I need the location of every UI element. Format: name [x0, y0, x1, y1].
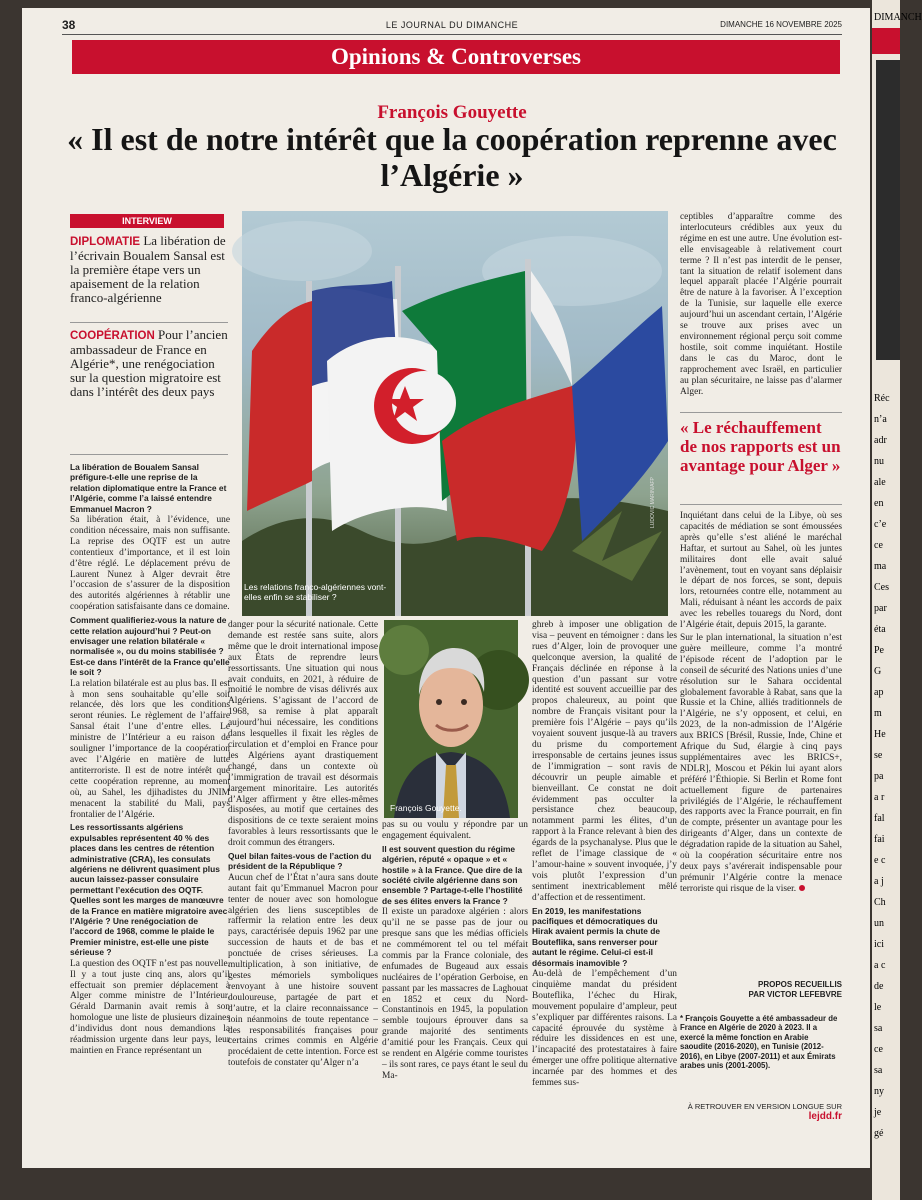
lead-text: La libération de l’écrivain Boualem Sansal est la première étape vers un apaisement de la relation franco-algérienne [70, 233, 226, 305]
next-page-text: se [874, 750, 883, 761]
answer-paragraph: Il existe un paradoxe algérien : alors qu’il ne se passe pas de jour ou presque sans que les médias officiels ne commémorent tel ou tel méfait commis par la France coloniale, des enfumades de Bugeaud aux essais nucléaires de l’opération Gerboise, en passant par les massacres de Laghouat en 1852 et ceux du Nord-Constantinois en 1945, la population semble toujours éprouver dans sa grande majorité des sentiments d’amitié pour les Français. Ceux qui se rendent en Algérie comme touristes – ils sont rares, ce pays étant le seul du Ma- [382, 907, 528, 1081]
next-page-text: ce [874, 1044, 883, 1055]
next-page-text: ale [874, 477, 886, 488]
answer-paragraph: Sur le plan international, la situation n’est guère meilleure, comme l’a montré l’épisode récent de l’adoption par le conseil de sécurité des Nations unies d’une résolution sur le Sahara occidental globalement favorable à Rabat, sans que la Russie et la Chine, alliés traditionnels de l’Algérie, ne s’y opposent, et celui, en 2023, de la non-admission de l’Algérie aux BRICS [Brésil, Russie, Inde, Chine et Afrique du Sud, élargie à cinq pays supplémentaires avec les BRICS+, NDLR], Moscou et Pékin lui ayant alors préféré l’Éthiopie. Si Berlin et Rome font actuellement figure de partenaires privilégiés de l’Algérie, le réchauffement des rapports avec la France pourrait, en fin de compte, présenter un avantage pour les dirigeants d’Alger, dans un contexte de dégradation rapide de la situation au Sahel, où la coopération sécuritaire entre nos deux pays s’avérerait indispensable pour prémunir l’Algérie contre la menace terroriste qui risque de la viser. [680, 632, 842, 894]
interview-tag: INTERVIEW [70, 214, 224, 228]
signature-line-2: PAR VICTOR LEFEBVRE [748, 990, 842, 999]
page-number: 38 [62, 18, 76, 32]
next-page-text: a j [874, 876, 884, 887]
next-page-text: Réc [874, 393, 890, 404]
interview-question: Comment qualifieriez-vous la nature de cette relation aujourd’hui ? Peut-on envisager une relation bilatérale « normalisée », ou du moins stabilisée ? Est-ce dans l’intérêt de la France qu’elle le soit ? [70, 615, 230, 678]
column-1 [70, 460, 230, 1110]
next-page-text: fai [874, 834, 885, 845]
lead-divider [70, 454, 228, 455]
column-4 [532, 620, 677, 1110]
next-page-text: c’e [874, 519, 887, 530]
next-page-text: pa [874, 771, 884, 782]
next-page-text: nu [874, 456, 884, 467]
next-page-text: fal [874, 813, 885, 824]
lead-divider [70, 322, 228, 323]
lead-diplomatie [70, 234, 228, 305]
answer-paragraph: Inquiétant dans celui de la Libye, où ses capacités de médiation se sont émoussées après qu’elle s’est aliéné le maréchal Haftar, et surtout au Sahel, où les juntes militaires dont elle avait salué l’avènement, tout en voyant sans déplaisir le départ de nos forces, se sont, depuis lors, retournées contre elle, notamment au Mali, réduisant à néant les accords de paix avec les rebelles touaregs du Nord, dont l’Algérie était, depuis 2015, la garante. [680, 511, 842, 631]
next-page-text: G [874, 666, 882, 677]
next-page-text: n’a [874, 414, 887, 425]
site-link[interactable]: lejdd.fr [808, 1111, 842, 1122]
photo-caption: Les relations franco-algériennes vont-elles enfin se stabiliser ? [244, 582, 387, 602]
next-page-text: m [874, 708, 882, 719]
next-page-edge [872, 0, 922, 1200]
next-page-text: en [874, 498, 884, 509]
headline: « Il est de notre intérêt que la coopération reprenne avec l’Algérie » [67, 121, 837, 193]
answer-paragraph: ceptibles d’apparaître comme des interlocuteurs crédibles aux yeux du régime en est une autre. Une évolution est-elle envisageable à relativement court terme ? Il n’est pas interdit de le penser, tant la situation de relatif isolement dans lequel apparaît placée l’Algérie pourrait être de nature à la favoriser. À l’exception de la Tunisie, sur laquelle elle exerce aujourd’hui un ascendant certain, l’Algérie se trouve aux prises avec un environnement régional perçu soit comme hostile, soit comme inquiétant. Hostile dans le cas du Maroc, dont le rapprochement avec Israël, en particulier au plan sécuritaire, ne laisse pas d’alarmer Alger. [680, 212, 842, 397]
column-2 [228, 620, 378, 1100]
journal-name: LE JOURNAL DU DIMANCHE [385, 20, 519, 30]
lead-text: Pour l’ancien ambassadeur de France en Algérie*, une renégociation sur la question migratoire est dans l’intérêt des deux pays [70, 327, 228, 399]
next-page-text: Ces [874, 582, 889, 593]
flags-photo [242, 211, 668, 616]
author-bio: * François Gouyette a été ambassadeur de France en Algérie de 2020 à 2023. Il a exercé la même fonction en Arabie saoudite (2016-2020), en Tunisie (2012-2016), en Libye (2007-2011) et aux Émirats arabes unis (2001-2005). [680, 1014, 838, 1071]
interview-question: En 2019, les manifestations pacifiques et démocratiques du Hirak avaient permis la chute de Bouteflika, sans renverser pour autant le régime. Celui-ci est-il désormais inamovible ? [532, 905, 661, 968]
flags-illustration [242, 211, 668, 616]
answer-paragraph: Sa libération était, à l’évidence, une condition nécessaire, mais non suffisante. La reprise des OQTF est un autre contentieux d’importance, et il est loin d’être réglé. Le déplacement prévu de Laurent Nunez à Alger devrait être l’occasion de s’assurer de la disposition des autorités algériennes à rétablir une coopération satisfaisante dans ce domaine. [70, 515, 230, 613]
signature-line-1: PROPOS RECUEILLIS [757, 980, 842, 989]
lead-cooperation [70, 328, 228, 399]
answer-paragraph: Aucun chef de l’État n’aura sans doute autant fait qu’Emmanuel Macron pour tenter de nouer avec son homologue algérien des liens susceptibles de raffermir la relation entre les deux pays, caractérisée depuis 1962 par une succession de hauts et de bas et ponctuée de crises sérieuses. La multiplication, à son initiative, de gestes mémoriels symboliques renvoyant à une histoire souvent douloureuse, partagée de part et d’autre, et la claire reconnaissance – loin néanmoins de toute repentance – des responsabilités françaises pour certains crimes commis en Algérie procédaient de cette intention. Force est toutefois de constater qu’Alger n’a [228, 872, 378, 1069]
read-more [642, 1102, 842, 1122]
photo-credit: LUDOVIC MARIN/AFP [650, 477, 656, 528]
next-page-text: ici [874, 939, 884, 950]
next-page-text: He [874, 729, 886, 740]
signature [680, 980, 842, 1000]
end-mark [799, 885, 805, 891]
next-page-text: a c [874, 960, 886, 971]
next-page-text: éta [874, 624, 886, 635]
next-page-text: Ch [874, 897, 886, 908]
next-page-text: le [874, 1002, 882, 1013]
next-page-text: Pe [874, 645, 884, 656]
next-page-text: sa [874, 1023, 883, 1034]
next-page-text: gé [874, 1128, 884, 1139]
issue-date: DIMANCHE 16 NOVEMBRE 2025 [720, 20, 842, 29]
next-page-text: de [874, 981, 884, 992]
interview-question: Quel bilan faites-vous de l’action du président de la République ? [228, 851, 372, 872]
next-page-text: ce [874, 540, 883, 551]
next-page-text: adr [874, 435, 887, 446]
pullquote-rule [680, 412, 842, 413]
lead-keyword: COOPÉRATION [70, 330, 155, 342]
answer-paragraph: Au-delà de l’empêchement d’un cinquième mandat du président Bouteflika, l’échec du Hirak, mouvement populaire d’ampleur, peut s’expliquer par différentes raisons. La capacité éprouvée du système à réduire les dissidences en est une, l’incapacité des protestataires à faire émerger une offre politique alternative incarnée par des hommes et des femmes sus- [532, 969, 677, 1089]
newspaper-page [22, 8, 870, 1168]
section-title: Opinions & Controverses [72, 40, 840, 74]
header-rule [62, 34, 842, 35]
answer-paragraph: pas su ou voulu y répondre par un engagement équivalent. [382, 820, 528, 841]
interview-question: La libération de Boualem Sansal préfigure-t-elle une reprise de la relation diplomatique entre la France et l’Algérie, comme l’a laissé entendre Emmanuel Macron ? [70, 462, 227, 514]
next-page-text: sa [874, 1065, 883, 1076]
next-page-text: je [874, 1107, 882, 1118]
next-page-text: ny [874, 1086, 884, 1097]
answer-paragraph: danger pour la sécurité nationale. Cette demande est restée sans suite, alors même que le droit international impose aux États de reprendre leurs ressortissants. Une situation qui nous avait conduits, en 2021, à réduire de moitié le nombre de visas délivrés aux Algériens. S’agissant de l’accord de 1968, sa remise à plat apparaît aujourd’hui nécessaire, les conditions dans lesquelles il fixait les règles de circulation et d’emploi en France pour les Algériens ayant drastiquement changé, dans un contexte où l’immigration de travail est désormais largement minoritaire. Les autorités d’Alger affirment y être elles-mêmes disposées, au motif que certaines des dispositions de ce texte seraient moins favorables à leurs ressortissants que le droit commun des étrangers. [228, 620, 378, 849]
column-3 [382, 820, 528, 1110]
interview-question: Il est souvent question du régime algérien, réputé « opaque » et « hostile » à la France. Que dire de la société civile algérienne dans son ensemble ? Partage-t-elle l’hostilité de ses élites envers la France ? [382, 843, 523, 906]
next-page-photo [876, 60, 900, 360]
interview-question: Les ressortissants algériens expulsables représentent 40 % des places dans les centres de rétention administrative (CRA), les consulats algériens ne délivrent quasiment plus aucun laissez-passer consulaire permettant l’exécution des OQTF. Quelles sont les marges de manœuvre de la France en matière migratoire avec l’Algérie ? Une renégociation de l’accord de 1968, comme le plaide le Premier ministre, est-elle une piste sérieuse ? [70, 822, 228, 958]
column-5-top [680, 212, 842, 412]
next-page-text: ap [874, 687, 884, 698]
next-page-text: e c [874, 855, 886, 866]
portrait-caption: François Gouyette. [390, 803, 462, 813]
answer-paragraph: La relation bilatérale est au plus bas. Il est à mon sens souhaitable qu’elle soit relancée, dès lors que les conditions seront réunies. Le règlement de l’affaire Sansal était l’une d’entre elles. Le ministre de l’Intérieur a eu raison de souligner l’importance de la coopération avec l’Algérie en matière de lutte antiterroriste. Il est de notre intérêt que cette coopération reprenne, au moment où, au Sahel, les djihadistes du JNIM menacent la stabilité du Mali, pays frontalier de l’Algérie. [70, 678, 230, 820]
next-page-red-band [872, 28, 900, 54]
next-page-text: un [874, 918, 884, 929]
answer-paragraph: ghreb à imposer une obligation de visa – peuvent en témoigner : dans les rues d’Alger, loin de provoquer une quelconque aversion, la qualité de Français déclinée en réponse à la question d’un passant sur votre identité est souvent accueillie par des propos chaleureux, au point que nombre de Français visitant pour la première fois l’Algérie – pays qu’ils voyaient souvent jusque-là au travers du prisme du comportement irresponsable de certains jeunes issus de l’immigration – sont ravis de découvrir un peuple aimable et bienveillant. Ce constat ne doit évidemment pas occulter la persistance chez beaucoup, notamment parmi les élites, d’un rapport à la France relevant à bien des égards de la psychanalyse. Plus que le reflet de l’image classique de « l’amour-haine » souvent invoquée, j’y vois plutôt l’expression d’un sentiment inextricablement mêlé d’affection et de ressentiment. [532, 620, 677, 903]
page-header [62, 18, 842, 32]
next-page-text: a r [874, 792, 885, 803]
pullquote: « Le réchauffement de nos rapports est un avantage pour Alger » [680, 418, 841, 475]
portrait-illustration [384, 620, 518, 818]
pullquote-rule [680, 504, 842, 505]
next-page-text: ma [874, 561, 887, 572]
author-portrait [384, 620, 518, 818]
read-more-line: À RETROUVER EN VERSION LONGUE SUR [687, 1102, 842, 1111]
answer-paragraph: La question des OQTF n’est pas nouvelle. Il y a tout juste cinq ans, alors qu’il effectuait son premier déplacement à Alger comme ministre de l’Intérieur, Gérald Darmanin avait remis à son homologue une liste de plusieurs dizaines d’individus dont nous demandions la réadmission urgente dans leur pays, leur maintien en France représentant un [70, 958, 230, 1056]
next-page-text: DIMANCH [874, 12, 922, 23]
author-name: François Gouyette [377, 102, 527, 123]
column-5-bottom [680, 511, 842, 979]
lead-keyword: DIPLOMATIE [70, 236, 141, 248]
next-page-text: par [874, 603, 887, 614]
